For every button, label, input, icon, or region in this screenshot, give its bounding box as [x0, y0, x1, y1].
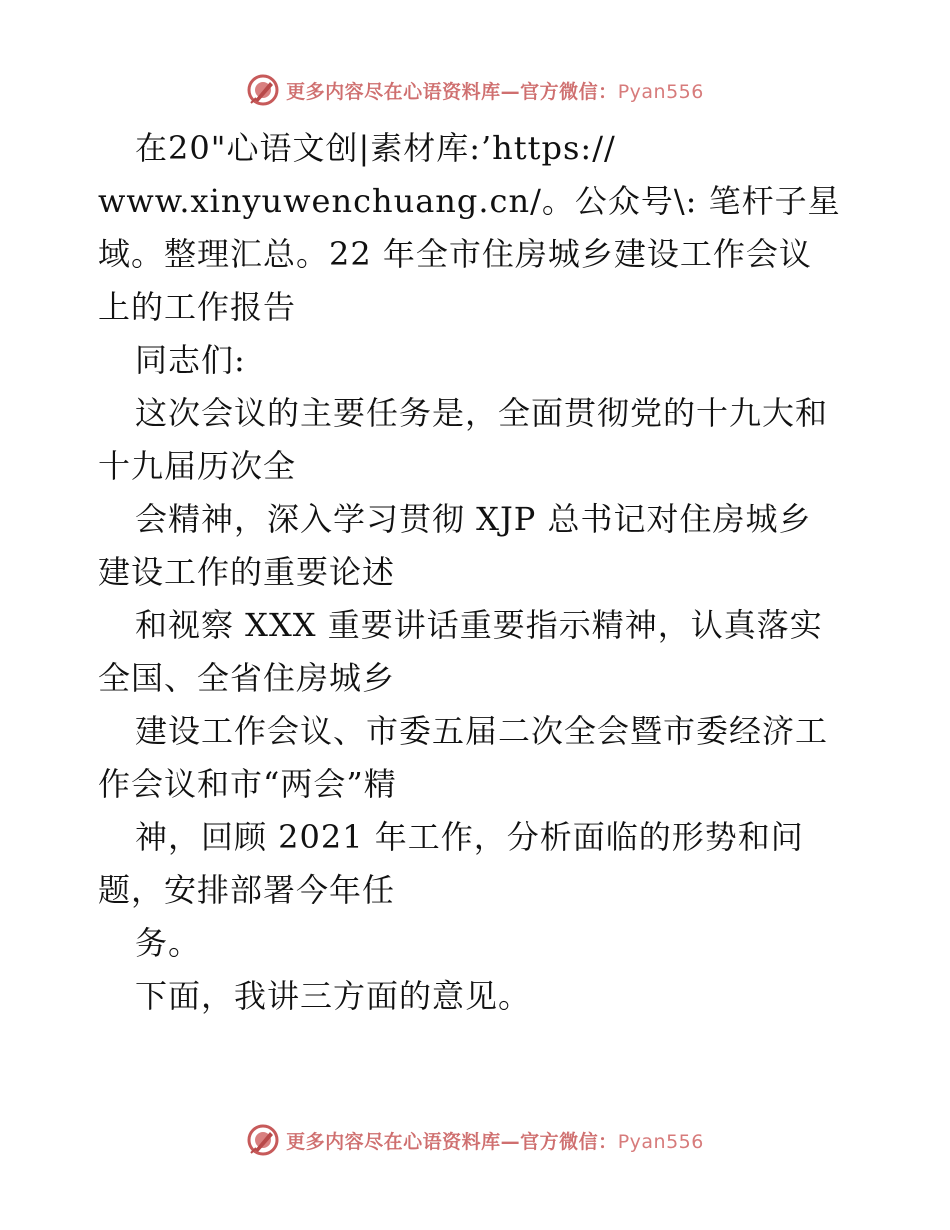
banner-text [286, 77, 704, 104]
text-line: www.xinyuwenchuang.cn/。公众号\: 笔杆子星 [98, 182, 841, 220]
pen-seal-logo-icon [246, 1123, 280, 1157]
text-line: 和视察 XXX 重要讲话重要指示精神，认真落实 [135, 606, 823, 644]
text-line: 这次会议的主要任务是，全面贯彻党的十九大和 [135, 394, 829, 432]
text-line: 题，安排部署今年任 [98, 871, 396, 909]
banner-wechat-label: 官方微信： [520, 1130, 618, 1153]
document-body [98, 122, 858, 1023]
banner-wechat-label: 官方微信： [520, 80, 618, 103]
banner-wechat-id: Pyan556 [617, 1130, 704, 1153]
banner-separator: — [500, 80, 521, 103]
text-line: 十九届历次全 [98, 447, 297, 485]
banner-separator: — [500, 1130, 521, 1153]
text-line: 全国、全省住房城乡 [98, 659, 396, 697]
text-line: 会精神，深入学习贯彻 XJP 总书记对住房城乡 [135, 500, 812, 538]
header-banner [0, 70, 950, 110]
pen-seal-logo-icon [246, 73, 280, 107]
text-line: 同志们: [135, 341, 246, 379]
banner-main-text: 更多内容尽在心语资料库 [286, 80, 501, 103]
text-line: 建设工作会议、市委五届二次全会暨市委经济工 [135, 712, 829, 750]
text-line: 建设工作的重要论述 [98, 553, 396, 591]
footer-banner [0, 1120, 950, 1160]
text-line: 神，回顾 2021 年工作，分析面临的形势和问 [135, 818, 804, 856]
banner-wechat-id: Pyan556 [617, 80, 704, 103]
text-line: 上的工作报告 [98, 288, 297, 326]
text-line: 下面，我讲三方面的意见。 [135, 977, 532, 1015]
banner-main-text: 更多内容尽在心语资料库 [286, 1130, 501, 1153]
text-line: 在20"心语文创|素材库:’https:// [135, 129, 616, 167]
text-line: 务。 [135, 924, 202, 962]
text-line: 作会议和市“两会”精 [98, 765, 397, 803]
banner-text [286, 1127, 704, 1154]
text-line: 域。整理汇总。22 年全市住房城乡建设工作会议 [98, 235, 812, 273]
